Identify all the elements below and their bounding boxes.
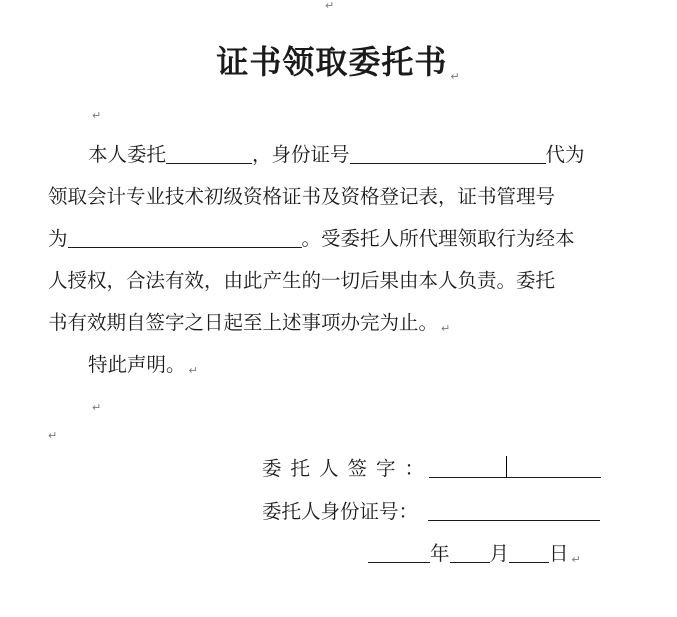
trustee-id-blank[interactable]: [350, 141, 546, 164]
text-id-number: ，身份证号: [252, 143, 350, 166]
document-title: [0, 42, 677, 82]
text-cursor: [506, 456, 507, 478]
paragraph-mark: ↵: [92, 109, 102, 122]
text-line-4: 人授权，合法有效，由此产生的一切后果由本人负责。委托: [48, 269, 556, 292]
signer-id-row: [262, 498, 600, 524]
text-as: 为: [48, 227, 68, 250]
certificate-number-blank[interactable]: [68, 225, 302, 248]
signer-signature-blank[interactable]: [429, 455, 601, 478]
paragraph-line-5: [48, 302, 608, 344]
text-entrust: 本人委托: [88, 143, 167, 166]
paragraph-mark: ↵: [92, 401, 102, 414]
month-label: 月: [489, 542, 510, 565]
month-blank[interactable]: [450, 540, 490, 563]
date-row: [368, 540, 581, 572]
paragraph-line-4: [48, 260, 608, 302]
text-on-behalf: 代为: [545, 143, 585, 166]
declaration-line: [48, 344, 608, 386]
authorization-paragraph: [48, 134, 608, 386]
year-blank[interactable]: [368, 540, 430, 563]
signer-id-blank[interactable]: [428, 498, 600, 521]
paragraph-mark: ↵: [571, 553, 581, 566]
signer-id-label: 委托人身份证号：: [262, 500, 419, 523]
day-blank[interactable]: [509, 540, 549, 563]
paragraph-line-1: [48, 134, 608, 176]
signer-row: [262, 455, 601, 481]
text-line-5: 书有效期自签字之日起至上述事项办完为止。: [48, 311, 439, 334]
title-text: 证书领取委托书: [216, 43, 448, 81]
paragraph-mark: ↵: [325, 0, 335, 12]
text-line-3: 。受委托人所代理领取行为经本: [301, 227, 575, 250]
paragraph-mark: ↵: [450, 70, 461, 83]
paragraph-mark: ↵: [188, 364, 198, 377]
paragraph-mark: ↵: [441, 322, 451, 335]
text-line-2: 领取会计专业技术初级资格证书及资格登记表，证书管理号: [48, 185, 556, 208]
day-label: 日: [549, 542, 569, 565]
trustee-name-blank[interactable]: [166, 141, 252, 164]
signer-label: 委托人签字：: [262, 457, 434, 480]
year-label: 年: [430, 542, 450, 565]
paragraph-line-2: [48, 176, 608, 218]
declaration-text: 特此声明。: [88, 353, 186, 376]
paragraph-mark: ↵: [48, 429, 58, 442]
paragraph-line-3: [48, 218, 608, 260]
